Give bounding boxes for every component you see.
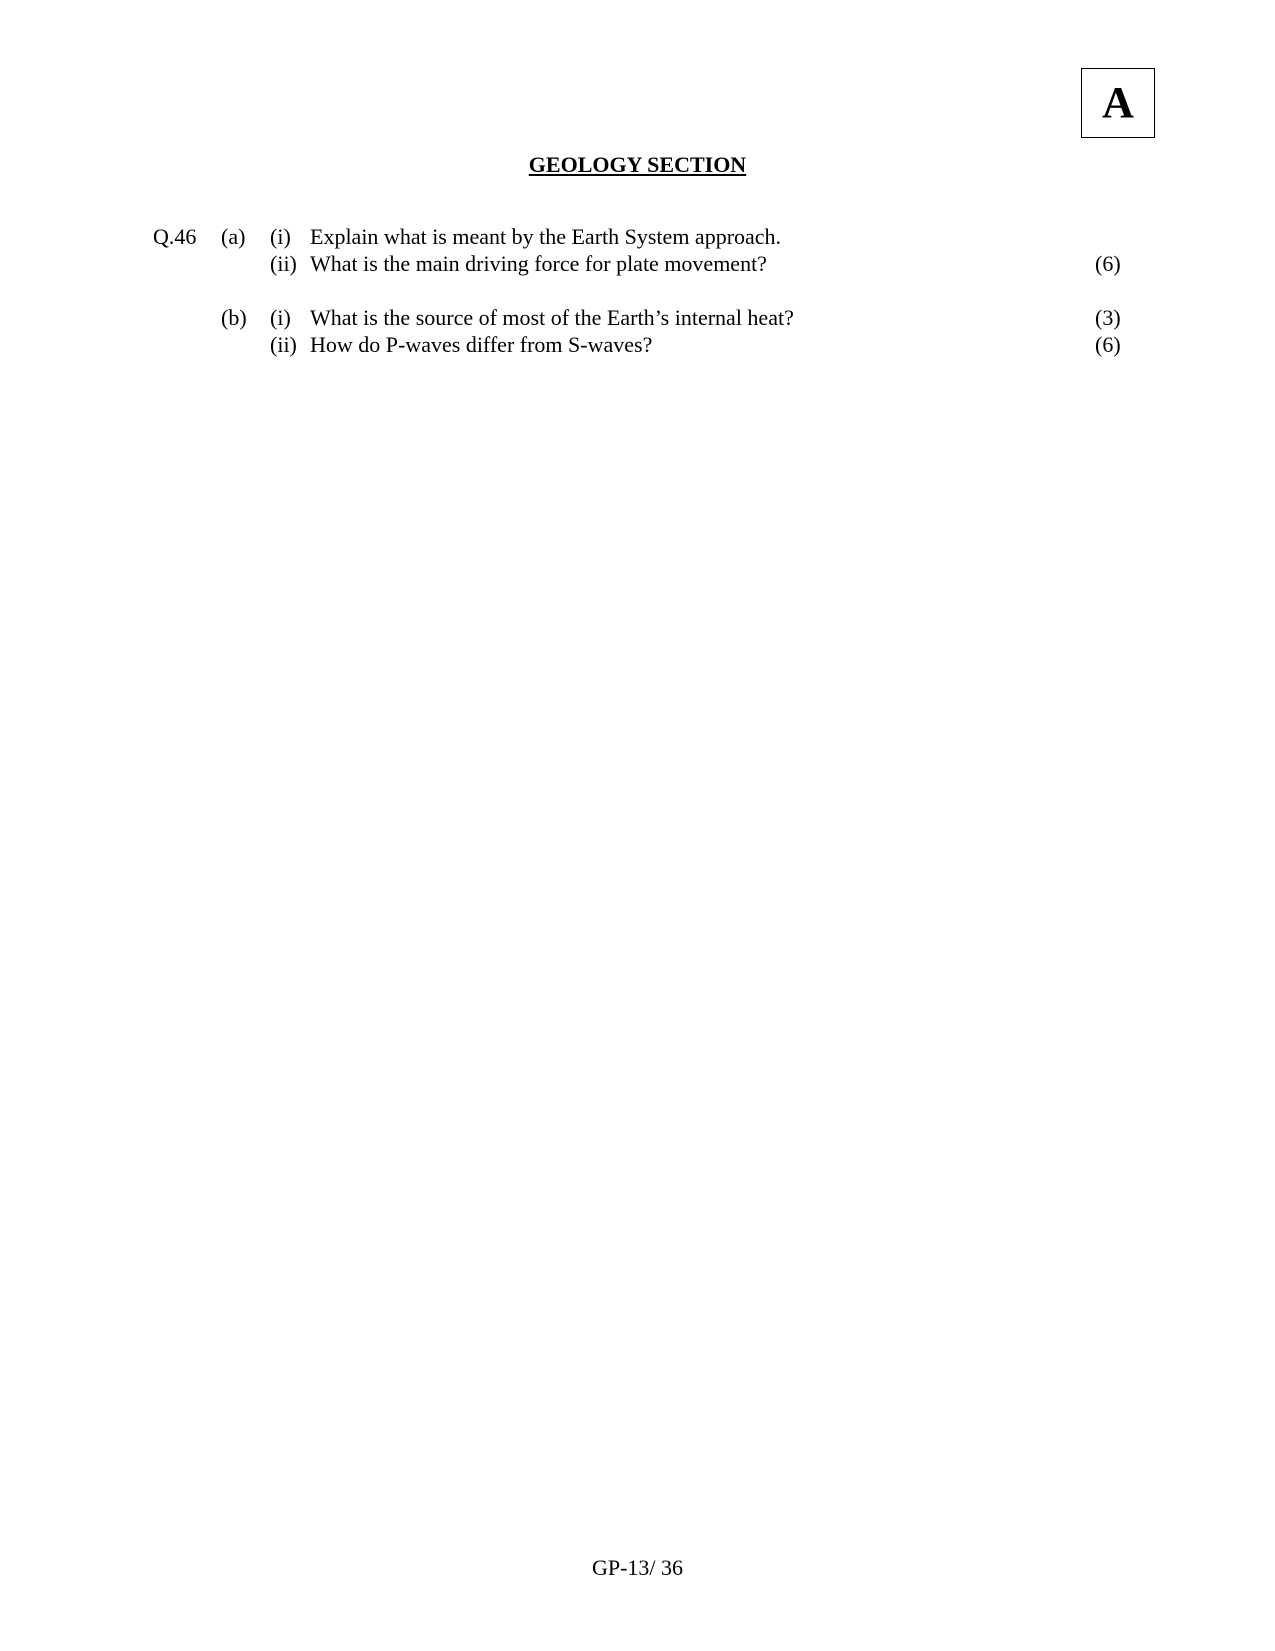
marks-b-ii: (6) bbox=[1095, 332, 1121, 357]
subpart-text-a-i: Explain what is meant by the Earth System approach. bbox=[310, 224, 782, 249]
subpart-label-a-ii: (ii) bbox=[270, 251, 297, 276]
part-label-a: (a) bbox=[221, 224, 246, 249]
question-number: Q.46 bbox=[153, 224, 197, 249]
subpart-label-b-ii: (ii) bbox=[270, 332, 297, 357]
subpart-label-a-i: (i) bbox=[270, 224, 291, 249]
marks-a: (6) bbox=[1095, 251, 1121, 276]
subpart-text-a-ii: What is the main driving force for plate movement? bbox=[310, 251, 767, 276]
page-footer: GP-13/ 36 bbox=[591, 1555, 684, 1580]
subpart-text-b-i: What is the source of most of the Earth’s internal heat? bbox=[310, 305, 794, 330]
subpart-label-b-i: (i) bbox=[270, 305, 291, 330]
part-label-b: (b) bbox=[221, 305, 247, 330]
paper-set-box bbox=[1081, 68, 1155, 138]
marks-b-i: (3) bbox=[1095, 305, 1121, 330]
paper-set-letter: A bbox=[1102, 78, 1134, 127]
section-title: GEOLOGY SECTION bbox=[528, 152, 747, 177]
subpart-text-b-ii: How do P-waves differ from S-waves? bbox=[310, 332, 653, 357]
